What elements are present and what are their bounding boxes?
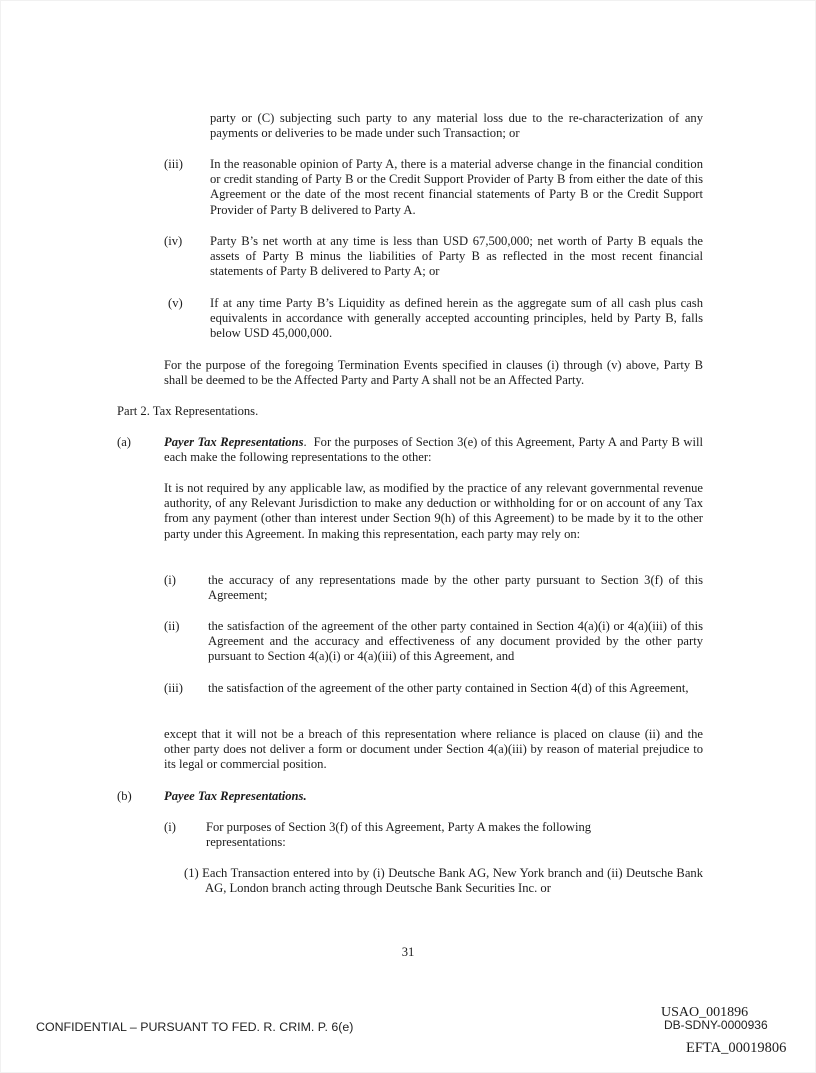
rely-item-number: (iii) xyxy=(164,681,183,695)
section-a-text: For the purposes of Section 3(e) of this Agreement, Party A and Party B will each make the following representations to the other: xyxy=(164,435,704,465)
clause-text: If at any time Party B’s Liquidity as defined herein as the aggregate sum of all cash plus cash equivalents in accordance with generally accepted accounting principles, held by Party B, falls below USD 45,000,000. xyxy=(210,296,703,341)
rely-item-text: the satisfaction of the agreement of the other party contained in Section 4(a)(i) or 4(a)(iii) of this Agreement and the accuracy and effectiveness of any document provided by the other party pursuant to Section 4(a)(i) or 4(a)(iii) of this Agreement, and xyxy=(208,619,703,664)
clause-text: Party B’s net worth at any time is less than USD 67,500,000; net worth of Party B equals the assets of Party B minus the liabilities of Party B as reflected in the most recent financial statements of Party B delivered to Party A; or xyxy=(210,234,703,279)
not-required-paragraph: It is not required by any applicable law, as modified by the practice of any relevant governmental revenue authority, of any Relevant Jurisdiction to make any deduction or withholding for or on account of any Tax from any payment (other than interest under Section 9(h) of this Agreement) to be made by it to the other party under this Agreement. In making this representation, each party may rely on: xyxy=(164,481,703,541)
section-b-heading: Payee Tax Representations. xyxy=(164,789,307,803)
b-1-paragraph xyxy=(184,866,703,896)
payee-tax-representations-title: Payee Tax Representations xyxy=(164,789,304,803)
b-i-number: (i) xyxy=(164,820,176,834)
db-bates-number: DB-SDNY-0000936 xyxy=(664,1018,768,1032)
confidential-notice: CONFIDENTIAL – PURSUANT TO FED. R. CRIM. P. 6(e) xyxy=(36,1020,354,1034)
clause-number: (iii) xyxy=(164,157,183,171)
section-a-label: (a) xyxy=(117,435,131,449)
continuation-paragraph: party or (C) subjecting such party to any material loss due to the re-characterization of any payments or deliveries to be made under such Transaction; or xyxy=(210,111,703,141)
part-2-heading: Part 2. Tax Representations. xyxy=(117,404,259,418)
payer-tax-representations-title: Payer Tax Representations xyxy=(164,435,304,449)
clause-text: In the reasonable opinion of Party A, there is a material adverse change in the financial condition or credit standing of Party B or the Credit Support Provider of Party B from either the date of this Agreement or the date of the most recent financial statements of Party B or the Credit Support Provider of Party B delivered to Party A. xyxy=(210,157,703,217)
section-a-paragraph: Payer Tax Representations. For the purposes of Section 3(e) of this Agreement, Party A and Party B will each make the following representations to the other: xyxy=(164,435,704,465)
except-paragraph: except that it will not be a breach of this representation where reliance is placed on clause (ii) and the other party does not deliver a form or document under Section 4(a)(iii) by reason of material prejudice to its legal or commercial position. xyxy=(164,727,703,772)
clause-number: (v) xyxy=(168,296,183,310)
b-1-text: (1) Each Transaction entered into by (i) Deutsche Bank AG, New York branch and (ii) Deutsche Bank AG, London branch acting through Deutsche Bank Securities Inc. or xyxy=(184,866,703,896)
clause-number: (iv) xyxy=(164,234,183,248)
section-b-label: (b) xyxy=(117,789,132,803)
rely-item-number: (ii) xyxy=(164,619,180,633)
efta-number: EFTA_00019806 xyxy=(686,1040,787,1056)
rely-item-text: the satisfaction of the agreement of the other party contained in Section 4(d) of this Agreement, xyxy=(208,681,689,695)
purpose-paragraph: For the purpose of the foregoing Termination Events specified in clauses (i) through (v) above, Party B shall be deemed to be the Affected Party and Party A shall not be an Affected Party. xyxy=(164,358,703,388)
rely-item-text: the accuracy of any representations made by the other party pursuant to Section 3(f) of this Agreement; xyxy=(208,573,703,603)
page-number: 31 xyxy=(401,945,415,959)
usao-bates-number: USAO_001896 xyxy=(661,1005,749,1020)
b-i-text: For purposes of Section 3(f) of this Agreement, Party A makes the following representations: xyxy=(206,820,592,850)
rely-item-number: (i) xyxy=(164,573,176,587)
